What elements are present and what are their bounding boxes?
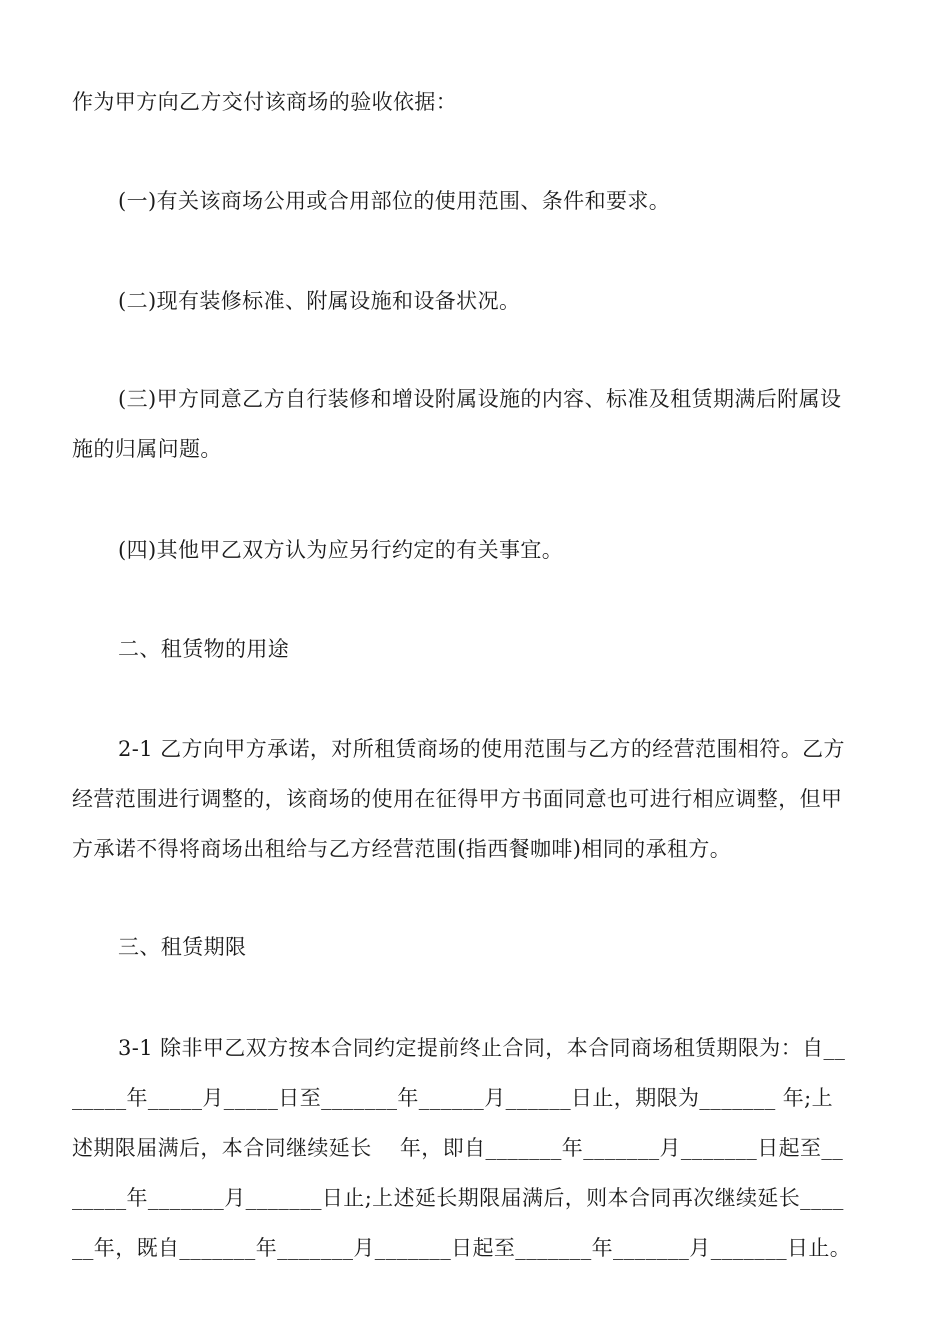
paragraph-line: 述期限届满后，本合同继续延长 年，即自_______年_______月_______日起至__ <box>72 1136 844 1160</box>
paragraph-line: (一)有关该商场公用或合用部位的使用范围、条件和要求。 <box>118 189 671 213</box>
paragraph-line: (四)其他甲乙双方认为应另行约定的有关事宜。 <box>118 538 564 562</box>
paragraph-line: (二)现有装修标准、附属设施和设备状况。 <box>118 289 521 313</box>
paragraph-line: __年，既自_______年_______月_______日起至_______年_______月_______日止。 <box>72 1236 852 1260</box>
paragraph-line: 方承诺不得将商场出租给与乙方经营范围(指西餐咖啡)相同的承租方。 <box>72 837 732 861</box>
paragraph-line: 3-1 除非甲乙双方按本合同约定提前终止合同，本合同商场租赁期限为：自__ <box>118 1036 846 1060</box>
section-heading: 三、租赁期限 <box>118 935 247 959</box>
paragraph-line: _____年_______月_______日止;上述延长期限届满后，则本合同再次继续延长____ <box>72 1186 844 1210</box>
paragraph-line: 施的归属问题。 <box>72 437 222 461</box>
paragraph-line: 作为甲方向乙方交付该商场的验收依据： <box>72 90 458 114</box>
paragraph-line: 2-1 乙方向甲方承诺，对所租赁商场的使用范围与乙方的经营范围相符。乙方 <box>118 737 845 761</box>
paragraph-line: 经营范围进行调整的，该商场的使用在征得甲方书面同意也可进行相应调整，但甲 <box>72 787 843 811</box>
section-heading: 二、租赁物的用途 <box>118 637 290 661</box>
paragraph-line: _____年_____月_____日至_______年______月______日止，期限为_______ 年;上 <box>72 1086 834 1110</box>
paragraph-line: (三)甲方同意乙方自行装修和增设附属设施的内容、标准及租赁期满后附属设 <box>118 387 842 411</box>
